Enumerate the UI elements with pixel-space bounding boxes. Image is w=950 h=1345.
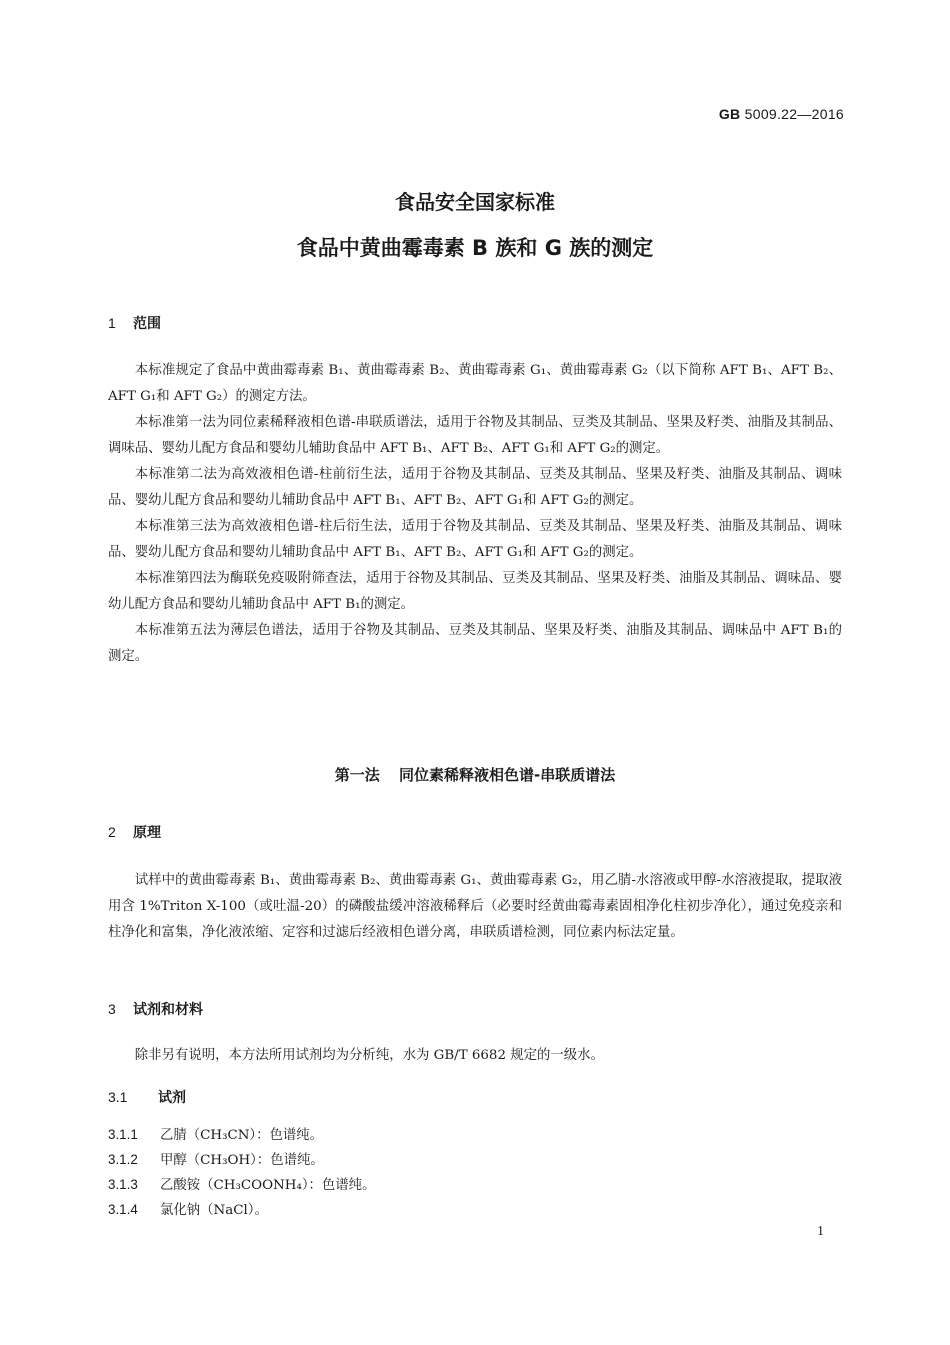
- paragraph: 试样中的黄曲霉毒素 B₁、黄曲霉毒素 B₂、黄曲霉毒素 G₁、黄曲霉毒素 G₂，用乙腈-水溶液或甲醇-水溶液提取，提取液用含 1%Triton X-100（或吐温-20）的磷酸盐缓冲溶液稀释后（必要时经黄曲霉毒素固相净化柱初步净化），通过免疫亲和柱净化和富集，净化液浓缩、定容和过滤后经液相色谱分离，串联质谱检测，同位素内标法定量。: [108, 873, 842, 940]
- section-title: 试剂和材料: [133, 1002, 203, 1018]
- section-1-heading: [108, 313, 161, 333]
- section-number: 3.1: [108, 1089, 128, 1105]
- paragraph: 本标准第二法为高效液相色谱-柱前衍生法，适用于谷物及其制品、豆类及其制品、坚果及籽类、油脂及其制品、调味品、婴幼儿配方食品和婴幼儿辅助食品中 AFT B₁、AFT B₂、AFT G₁和 AFT G₂的测定。: [108, 467, 842, 508]
- item-text: 氯化钠（NaCl）。: [160, 1203, 268, 1218]
- item-number: 3.1.4: [108, 1202, 138, 1217]
- list-item: [108, 1149, 324, 1168]
- page-number: 1: [817, 1224, 824, 1239]
- section-2-body: [108, 868, 842, 946]
- section-title: 范围: [133, 316, 161, 332]
- section-number: 2: [108, 824, 116, 840]
- section-2-heading: [108, 822, 161, 842]
- item-number: 3.1.2: [108, 1152, 138, 1167]
- section-number: 1: [108, 315, 116, 331]
- item-text: 乙腈（CH₃CN）：色谱纯。: [160, 1128, 324, 1143]
- paragraph: 除非另有说明，本方法所用试剂均为分析纯，水为 GB/T 6682 规定的一级水。: [134, 1048, 604, 1063]
- document-title-main: 食品安全国家标准: [395, 190, 555, 214]
- section-1-body: [108, 358, 842, 670]
- section-3-1-heading: [108, 1087, 186, 1107]
- method-label: 第一法: [334, 766, 380, 784]
- item-text: 乙酸铵（CH₃COONH₄）：色谱纯。: [160, 1178, 376, 1193]
- method-1-heading: [0, 764, 950, 785]
- standard-prefix: GB: [718, 106, 741, 122]
- item-text: 甲醇（CH₃OH）：色谱纯。: [160, 1153, 324, 1168]
- item-number: 3.1.3: [108, 1177, 138, 1192]
- section-3-body: [108, 1043, 842, 1069]
- list-item: [108, 1174, 375, 1193]
- paragraph: 本标准第一法为同位素稀释液相色谱-串联质谱法，适用于谷物及其制品、豆类及其制品、坚果及籽类、油脂及其制品、调味品、婴幼儿配方食品和婴幼儿辅助食品中 AFT B₁、AFT B₂、AFT G₁和 AFT G₂的测定。: [108, 415, 842, 456]
- method-title: 同位素稀释液相色谱-串联质谱法: [399, 766, 616, 784]
- standard-number: 5009.22—2016: [744, 106, 844, 122]
- paragraph: 本标准第四法为酶联免疫吸附筛查法，适用于谷物及其制品、豆类及其制品、坚果及籽类、油脂及其制品、调味品、婴幼儿配方食品和婴幼儿辅助食品中 AFT B₁的测定。: [108, 571, 842, 612]
- document-title-sub: 食品中黄曲霉毒素 B 族和 G 族的测定: [296, 236, 654, 260]
- list-item: [108, 1199, 268, 1218]
- section-number: 3: [108, 1001, 116, 1017]
- paragraph: 本标准规定了食品中黄曲霉毒素 B₁、黄曲霉毒素 B₂、黄曲霉毒素 G₁、黄曲霉毒素 G₂（以下简称 AFT B₁、AFT B₂、AFT G₁和 AFT G₂）的测定方法。: [108, 363, 842, 404]
- standard-code: [719, 106, 844, 122]
- paragraph: 本标准第五法为薄层色谱法，适用于谷物及其制品、豆类及其制品、坚果及籽类、油脂及其制品、调味品中 AFT B₁的测定。: [108, 623, 842, 664]
- section-title: 试剂: [158, 1090, 186, 1106]
- item-number: 3.1.1: [108, 1127, 138, 1142]
- section-3-heading: [108, 999, 203, 1019]
- list-item: [108, 1124, 323, 1143]
- paragraph: 本标准第三法为高效液相色谱-柱后衍生法，适用于谷物及其制品、豆类及其制品、坚果及籽类、油脂及其制品、调味品、婴幼儿配方食品和婴幼儿辅助食品中 AFT B₁、AFT B₂、AFT G₁和 AFT G₂的测定。: [108, 519, 842, 560]
- section-title: 原理: [133, 825, 161, 841]
